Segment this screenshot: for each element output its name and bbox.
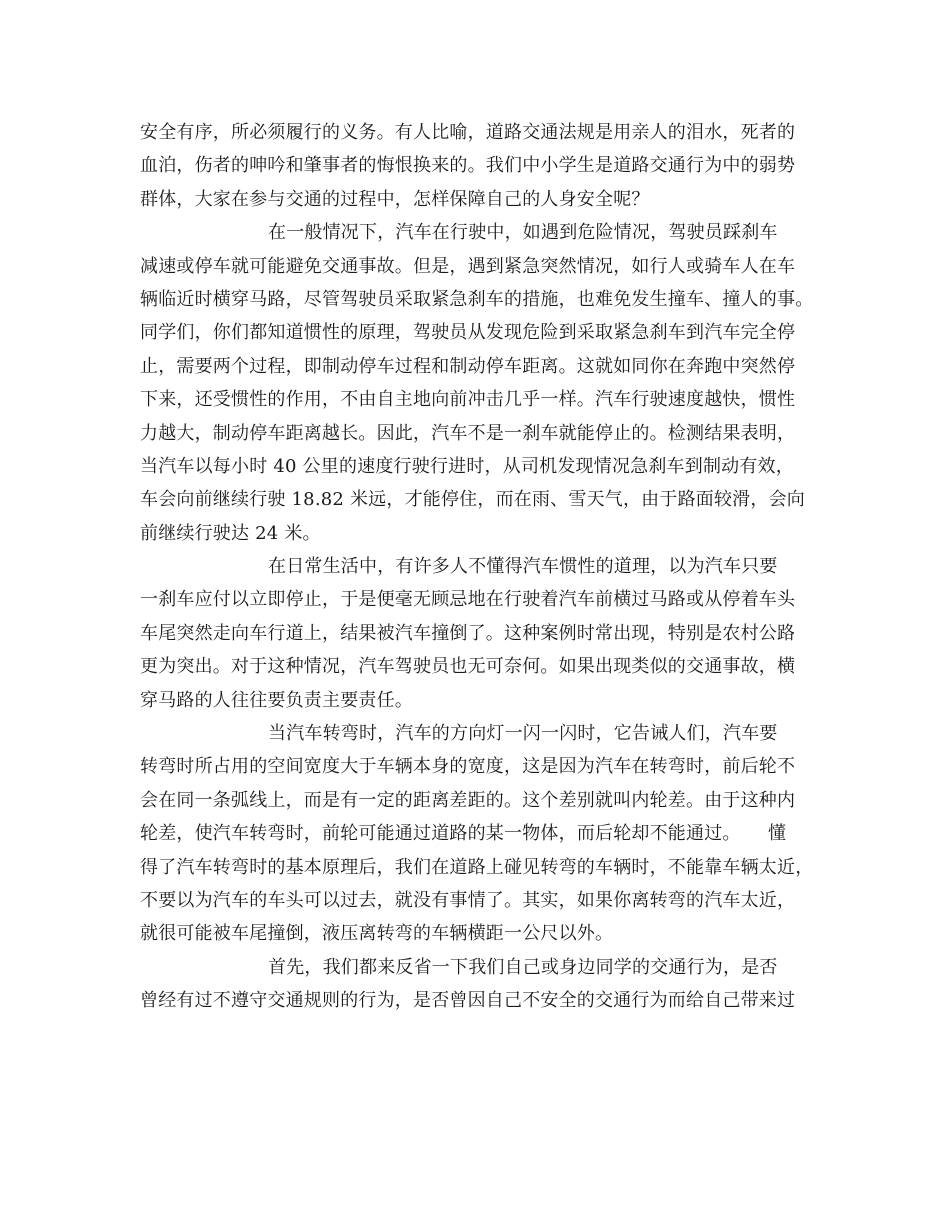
text-line: 辆临近时横穿马路，尽管驾驶员采取紧急刹车的措施，也难免发生撞车、撞人的事。 bbox=[140, 288, 814, 310]
text-line: 就很可能被车尾撞倒，液压离转弯的车辆横距一公尺以外。 bbox=[140, 923, 614, 945]
text-line: 车会向前继续行驶 18.82 米远，才能停住，而在雨、雪天气，由于路面较滑，会向 bbox=[140, 489, 805, 511]
paragraph bbox=[140, 951, 830, 1018]
text-line: 在一般情况下，汽车在行驶中，如遇到危险情况，驾驶员踩刹车 bbox=[268, 222, 778, 244]
text-line: 血泊，伤者的呻吟和肇事者的悔恨换来的。我们中小学生是道路交通行为中的弱势 bbox=[140, 155, 796, 177]
text-line: 安全有序，所必须履行的义务。有人比喻，道路交通法规是用亲人的泪水，死者的 bbox=[140, 122, 796, 143]
text-line: 前继续行驶达 24 米。 bbox=[140, 522, 321, 544]
text-line: 得了汽车转弯时的基本原理后，我们在道路上碰见转弯的车辆时，不能靠车辆太近， bbox=[140, 856, 814, 878]
paragraph bbox=[140, 550, 830, 717]
text-line: 轮差，使汽车转弯时，前轮可能通过道路的某一物体，而后轮却不能通过。 懂 bbox=[140, 823, 787, 845]
text-line: 不要以为汽车的车头可以过去，就没有事情了。其实，如果你离转弯的汽车太近， bbox=[140, 889, 796, 911]
text-line: 一刹车应付以立即停止，于是便毫无顾忌地在行驶着汽车前横过马路或从停着车头 bbox=[140, 589, 796, 611]
text-line: 转弯时所占用的空间宽度大于车辆本身的宽度，这是因为汽车在转弯时，前后轮不 bbox=[140, 756, 796, 778]
text-line: 下来，还受惯性的作用，不由自主地向前冲击几乎一样。汽车行驶速度越快，惯性 bbox=[140, 389, 796, 411]
text-line: 在日常生活中，有许多人不懂得汽车惯性的道理，以为汽车只要 bbox=[268, 556, 778, 578]
paragraph bbox=[140, 717, 830, 951]
text-line: 当汽车以每小时 40 公里的速度行驶行进时，从司机发现情况急刹车到制动有效， bbox=[140, 455, 794, 477]
text-line: 更为突出。对于这种情况，汽车驾驶员也无可奈何。如果出现类似的交通事故，横 bbox=[140, 656, 796, 678]
text-line: 群体，大家在参与交通的过程中，怎样保障自己的人身安全呢？ bbox=[140, 188, 650, 210]
paragraph bbox=[140, 116, 830, 216]
text-line: 同学们，你们都知道惯性的原理，驾驶员从发现危险到采取紧急刹车到汽车完全停 bbox=[140, 322, 796, 344]
text-line: 穿马路的人往往要负责主要责任。 bbox=[140, 689, 413, 711]
document-body bbox=[140, 116, 830, 1018]
text-line: 车尾突然走向车行道上，结果被汽车撞倒了。这种案例时常出现，特别是农村公路 bbox=[140, 622, 796, 644]
text-line: 当汽车转弯时，汽车的方向灯一闪一闪时，它告诫人们，汽车要 bbox=[268, 723, 778, 745]
text-line: 止，需要两个过程，即制动停车过程和制动停车距离。这就如同你在奔跑中突然停 bbox=[140, 355, 796, 377]
text-line: 减速或停车就可能避免交通事故。但是，遇到紧急突然情况，如行人或骑车人在车 bbox=[140, 255, 796, 277]
paragraph bbox=[140, 216, 830, 550]
text-line: 会在同一条弧线上，而是有一定的距离差距的。这个差别就叫内轮差。由于这种内 bbox=[140, 789, 796, 811]
text-line: 曾经有过不遵守交通规则的行为，是否曾因自己不安全的交通行为而给自己带来过 bbox=[140, 990, 796, 1012]
text-line: 力越大，制动停车距离越长。因此，汽车不是一刹车就能停止的。检测结果表明， bbox=[140, 422, 796, 444]
text-line: 首先，我们都来反省一下我们自己或身边同学的交通行为，是否 bbox=[268, 956, 778, 978]
